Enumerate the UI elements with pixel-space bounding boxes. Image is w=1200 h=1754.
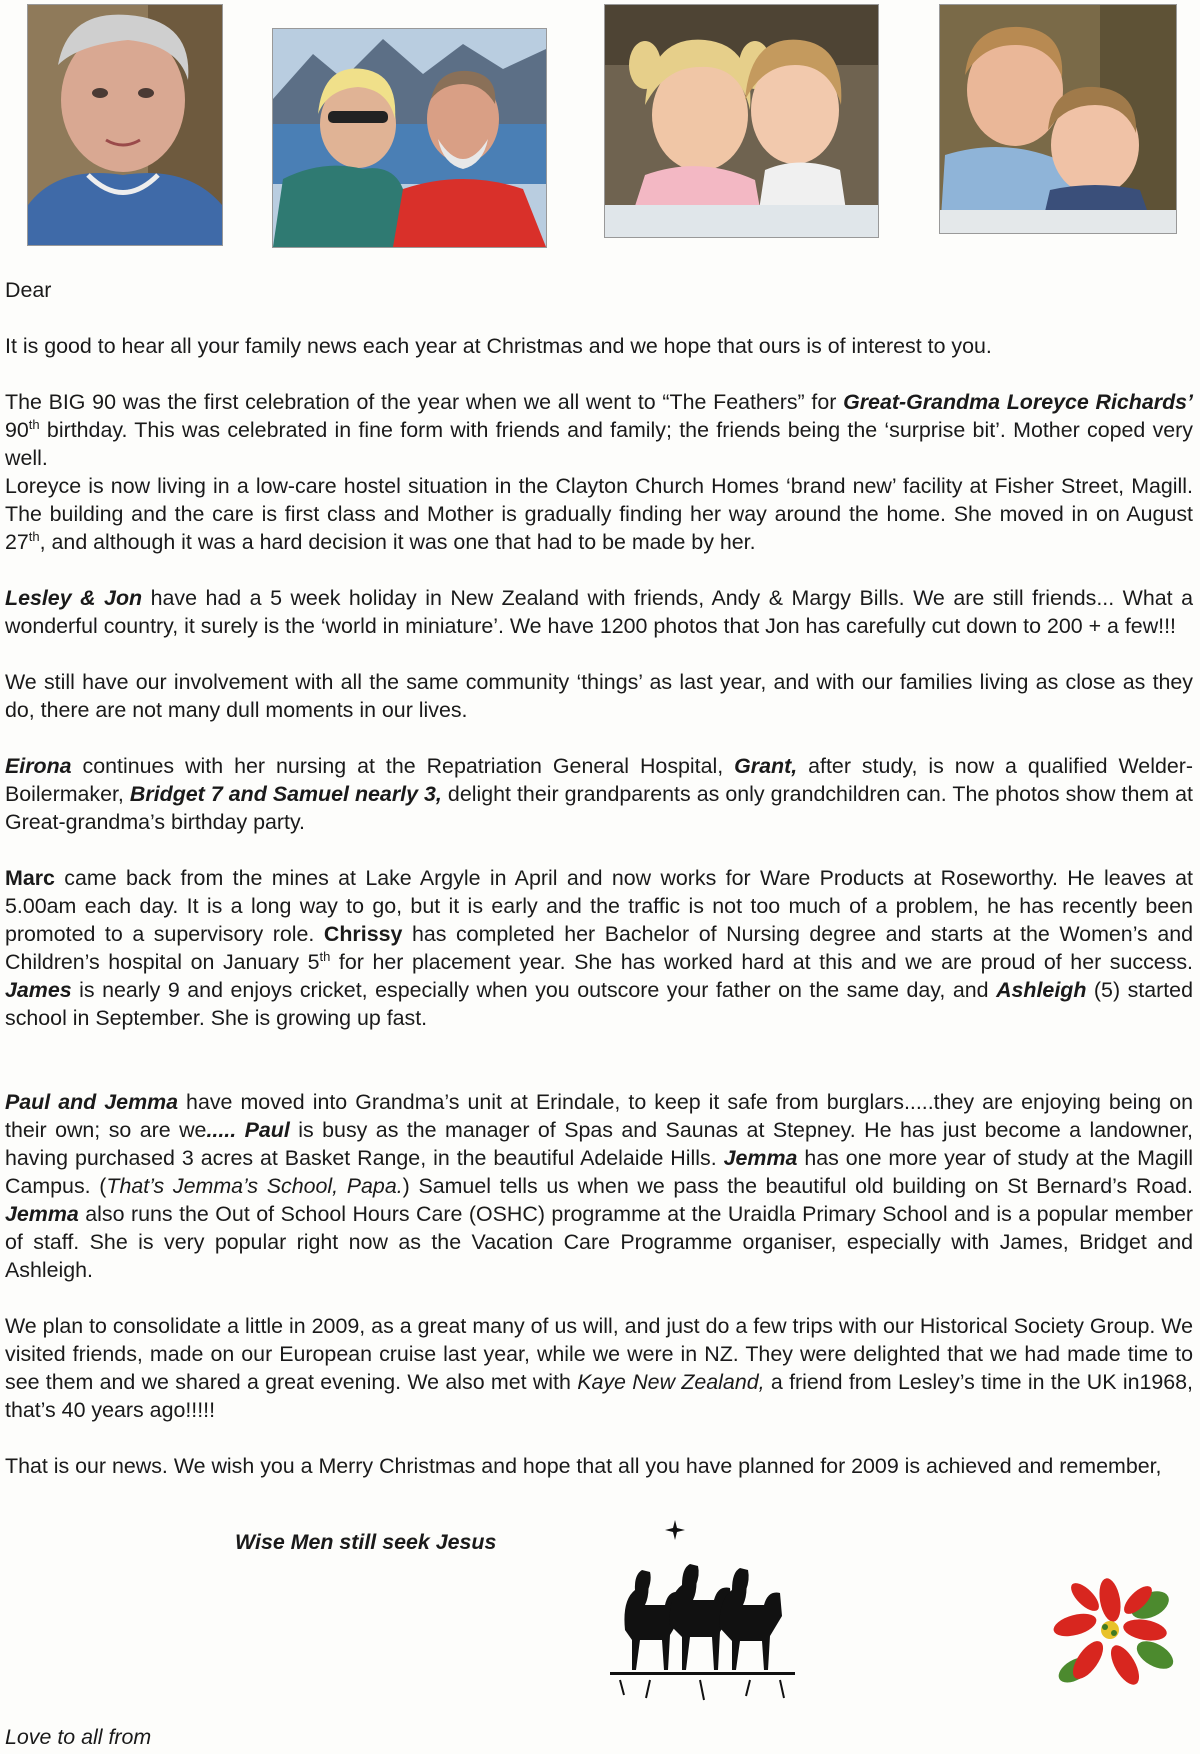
paragraph-plans-2009: We plan to consolidate a little in 2009, as a great many of us will, and just do a few trips with our Historical Society Group. We visited friends, made on our European cruise last year, while we were in NZ. They were delighted that we had made time to see them and we shared a great evening. We also met with Kaye New Zealand, a friend from Lesley’s time in the UK in1968, that’s 40 years ago!!!!!	[5, 1314, 1193, 1422]
two-girls-photo	[604, 4, 879, 238]
paragraph-lesley-jon: Lesley & Jon have had a 5 week holiday in New Zealand with friends, Andy & Margy Bills. We are still friends... What a wonderful country, it surely is the ‘world in miniature’. We have 1200 photos that Jon has carefully cut down to 200 + a few!!!	[5, 586, 1193, 638]
poinsettia-icon	[1050, 1575, 1180, 1695]
greeting: Dear	[5, 278, 52, 302]
paragraph-intro: It is good to hear all your family news each year at Christmas and we hope that ours is of interest to you.	[5, 334, 992, 358]
closing-signoff: Love to all from	[5, 1725, 152, 1749]
portrait-elderly-woman-photo	[27, 4, 223, 246]
paragraph-paul-jemma: Paul and Jemma have moved into Grandma’s unit at Erindale, to keep it safe from burglars.....they are enjoying being on their own; so are we..... Paul is busy as the manager of Spas and Saunas at Stepney. He has just become a landowner, having purchased 3 acres at Basket Range, in the beautiful Adelaide Hills. Jemma has one more year of study at the Magill Campus. (That’s Jemma’s School, Papa.) Samuel tells us when we pass the beautiful old building on St Bernard’s Road. Jemma also runs the Out of School Hours Care (OSHC) programme at the Uraidla Primary School and is a popular member of staff. She is very popular right now as the Vacation Care Programme organiser, especially with James, Bridget and Ashleigh.	[5, 1090, 1193, 1282]
paragraph-eirona: Eirona continues with her nursing at the Repatriation General Hospital, Grant, after study, is now a qualified Welder-Boilermaker, Bridget 7 and Samuel nearly 3, delight their grandparents as only grandchildren can. The photos show them at Great-grandma’s birthday party.	[5, 754, 1193, 834]
paragraph-marc: Marc came back from the mines at Lake Argyle in April and now works for Ware Products at Roseworthy. He leaves at 5.00am each day. It is a long way to go, but it is early and the traffic is not too much of a problem, he has recently been promoted to a supervisory role. Chrissy has completed her Bachelor of Nursing degree and starts at the Women’s and Children’s hospital on January 5th for her placement year. She has worked hard at this and we are proud of her success. James is nearly 9 and enjoys cricket, especially when you outscore your father on the same day, and Ashleigh (5) started school in September. She is growing up fast.	[5, 866, 1194, 1030]
paragraph-community: We still have our involvement with all the same community ‘things’ as last year, and with our families living as close as they do, there are not many dull moments in our lives.	[5, 670, 1193, 722]
paragraph-loreyce: Loreyce is now living in a low-care hostel situation in the Clayton Church Homes ‘brand new’ facility at Fisher Street, Magill. The building and the care is first class and Mother is gradually finding her way around the home. She moved in on August 27th, and although it was a hard decision it was one that had to be made by her.	[5, 474, 1193, 554]
motto: Wise Men still seek Jesus	[235, 1530, 497, 1554]
paragraph-closing: That is our news. We wish you a Merry Christmas and hope that all you have planned for 2009 is achieved and remember,	[5, 1454, 1162, 1478]
letter-body	[5, 276, 1193, 1508]
couple-lake-mountains-photo	[272, 28, 547, 248]
two-boys-photo	[939, 4, 1177, 234]
three-wise-men-camels-icon	[610, 1520, 795, 1710]
paragraph-big-90: The BIG 90 was the first celebration of the year when we all went to “The Feathers” for Great-Grandma Loreyce Richards’ 90th birthday. This was celebrated in fine form with friends and family; the friends being the ‘surprise bit’. Mother coped very well.	[5, 390, 1193, 470]
